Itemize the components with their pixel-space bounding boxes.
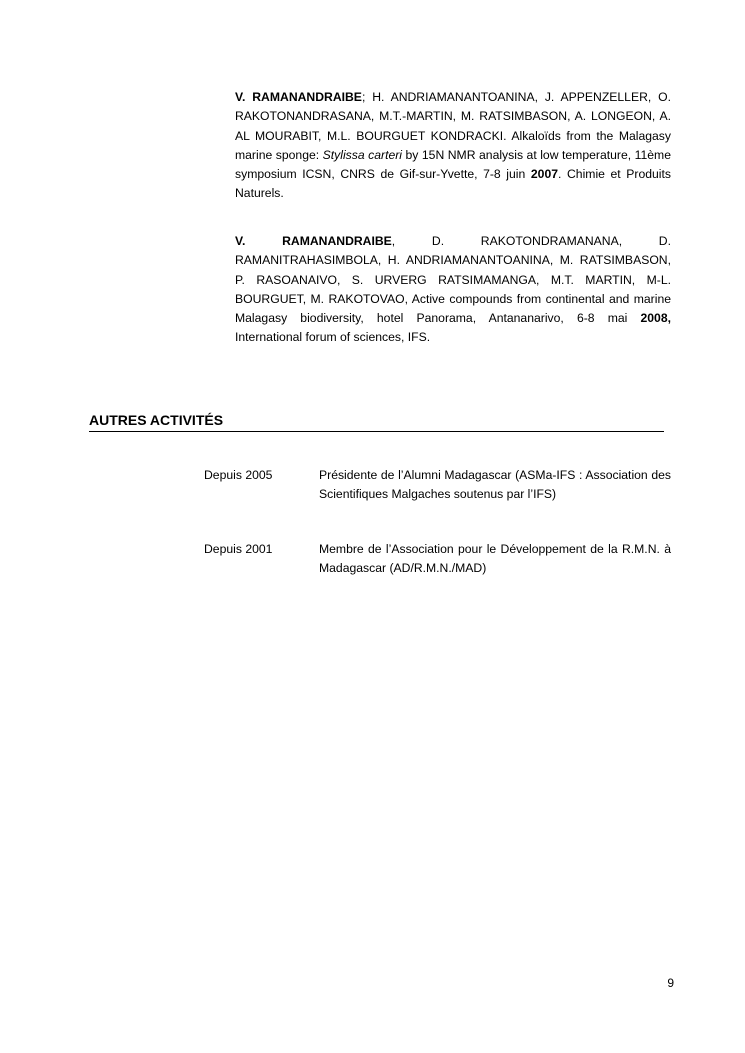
publication-author-highlight: V. RAMANANDRAIBE (235, 234, 392, 248)
publication-entry (235, 88, 671, 204)
page-number: 9 (667, 976, 674, 990)
publication-species: Stylissa carteri (322, 147, 402, 162)
publication-authors: , D. RAKOTONDRAMANANA, D. RAMANITRAHASIMBOLA, H. ANDRIAMANANTOANINA, M. RATSIMBASON, P. RASOANAIVO, S. URVERG RATSIMAMANGA, M.T. MARTIN, M-L. BOURGUET, M. RAKOTOVAO, Active compounds from continental and marine Malagasy biodiversity, hotel Panorama, Antananarivo, 6-8 mai (235, 234, 671, 326)
publication-author-highlight: V. RAMANANDRAIBE (235, 90, 362, 104)
activity-date: Depuis 2005 (204, 468, 273, 482)
section-heading-autres-activites: AUTRES ACTIVITÉS (89, 410, 664, 432)
publication-entry (235, 232, 671, 348)
publication-details: by 15N NMR analysis at low temperature, 11ème symposium ICSN, CNRS de Gif-sur-Yvette, 7-8 juin (235, 147, 671, 182)
activity-description: Présidente de l’Alumni Madagascar (ASMa-IFS : Association des Scientifiques Malgaches soutenus par l’IFS) (319, 468, 671, 502)
publication-authors: ; H. ANDRIAMANANTOANINA, J. APPENZELLER, O. RAKOTONANDRASANA, M.T.-MARTIN, M. RATSIMBASON, A. LONGEON, A. AL MOURABIT, M.L. BOURGUET KONDRACKI. Alkaloïds from the Malagasy marine sponge: (235, 90, 672, 162)
publication-year: 2007 (530, 167, 559, 182)
activity-date: Depuis 2001 (204, 542, 273, 556)
publication-venue: . Chimie et Produits Naturels. (235, 167, 671, 201)
activity-description: Membre de l’Association pour le Développement de la R.M.N. à Madagascar (AD/R.M.N./MAD) (319, 542, 671, 576)
publication-year: 2008, (640, 311, 671, 326)
publication-venue: International forum of sciences, IFS. (235, 330, 431, 345)
